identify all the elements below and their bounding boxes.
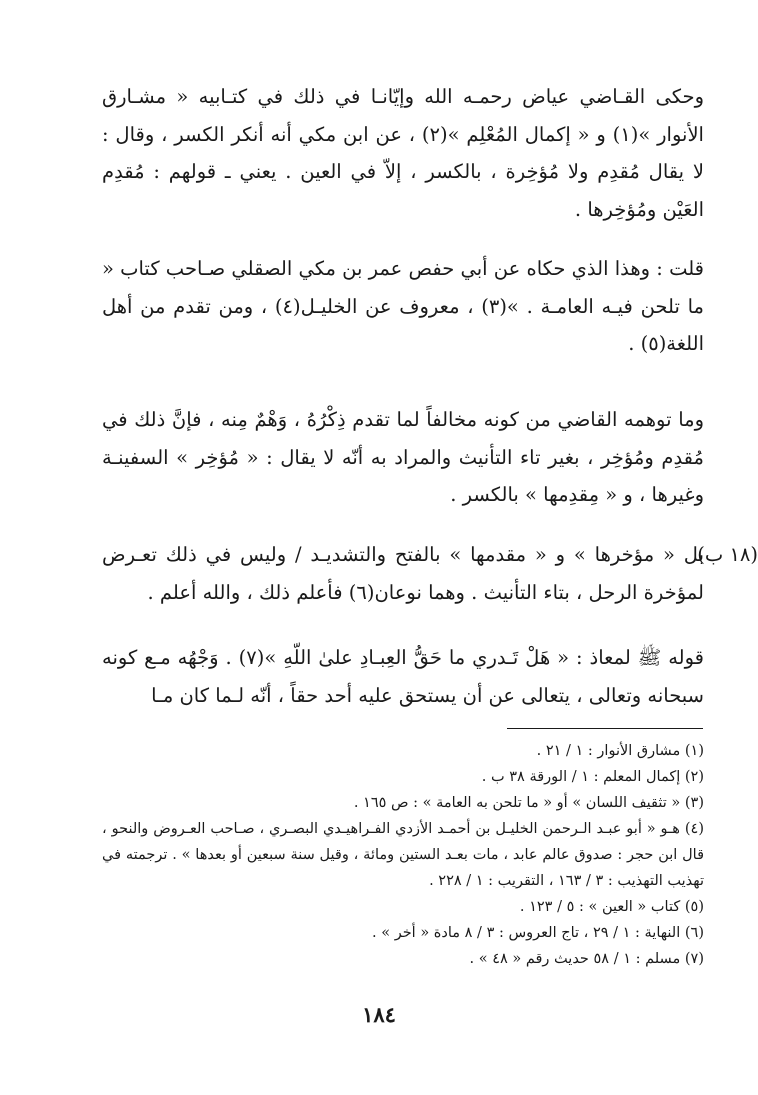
footnote-3: (٣) « تثقيف اللسان » أو « ما تلحن به العامة » : ص ١٦٥ . <box>353 795 704 811</box>
footnote-6: (٦) النهاية : ١ / ٢٩ ، تاج العروس : ٣ / ٨ مادة « أخر » . <box>372 925 704 941</box>
body-paragraph-3: وما توهمه القاضي من كونه مخالفاً لما تقدم ذِكْرُهُ ، وَهْمٌ مِنه ، فإنَّ ذلك في مُقدِم ومُؤخِر ، بغير تاء التأنيث والمراد به أنّه لا يقال : « مُؤخِر » السفينـة وغيرها ، و « مِقدِمها » بالكسر . <box>102 408 704 506</box>
margin-folio-note: (١٨ ب) <box>697 543 758 566</box>
footnote-separator <box>507 728 703 729</box>
body-paragraph-1: وحكى القـاضي عياض رحمـه الله وإيّانـا في ذلك في كتـابيه « مشـارق الأنوار »(١) و « إكمال المُعْلِم »(٢) ، عن ابن مكي أنه أنكر الكسر ، وقال : لا يقال مُقدِم ولا مُؤخِرة ، بالكسر ، إلاّ في العين . يعني ـ قولهم : مُقدِم العَيْن ومُؤخِرها . <box>102 85 704 221</box>
footnote-1: (١) مشارق الأنوار : ١ / ٢١ . <box>536 743 704 759</box>
footnote-4: (٤) هـو « أبو عبـد الـرحمن الخليـل بن أحمـد الأزدي الفـراهيـدي البصـري ، صـاحب العـروض والنحو ، قال ابن حجر : صدوق عالم عابد ، مات بعـد الستين ومائة ، وقيل سنة سبعين أو بعدها » . ترجمته في تهذيب التهذيب : ٣ / ١٦٣ ، التقريب : ١ / ٢٢٨ . <box>102 821 704 889</box>
body-paragraph-4: بل « مؤخرها » و « مقدمها » بالفتح والتشديـد / وليس في ذلك تعـرض لمؤخرة الرحل ، بتاء التأنيث . وهما نوعان(٦) فأعلم ذلك ، والله أعلم . <box>102 543 704 604</box>
body-paragraph-2: قلت : وهذا الذي حكاه عن أبي حفص عمر بن مكي الصقلي صـاحب كتاب « ما تلحن فيـه العامـة . »(٣) ، معروف عن الخليـل(٤) ، ومن تقدم من أهل اللغة(٥) . <box>102 257 705 355</box>
footnote-5: (٥) كتاب « العين » : ٥ / ١٢٣ . <box>519 899 704 915</box>
body-paragraph-5: قوله ﷺ لمعاذ : « هَلْ تَـدري ما حَقُّ العِبـادِ علىٰ اللّهِ »(٧) . وَجْهُه مـع كونه سبحانه وتعالى ، يتعالى عن أن يستحق عليه أحد حقاً ، أنّه لـما كان مـا <box>102 646 704 707</box>
footnotes-list <box>102 738 704 972</box>
footnote-2: (٢) إكمال المعلم : ١ / الورقة ٣٨ ب . <box>481 769 704 785</box>
footnote-7: (٧) مسلم : ١ / ٥٨ حديث رقم « ٤٨ » . <box>469 951 704 967</box>
page-number: ١٨٤ <box>362 1002 396 1027</box>
